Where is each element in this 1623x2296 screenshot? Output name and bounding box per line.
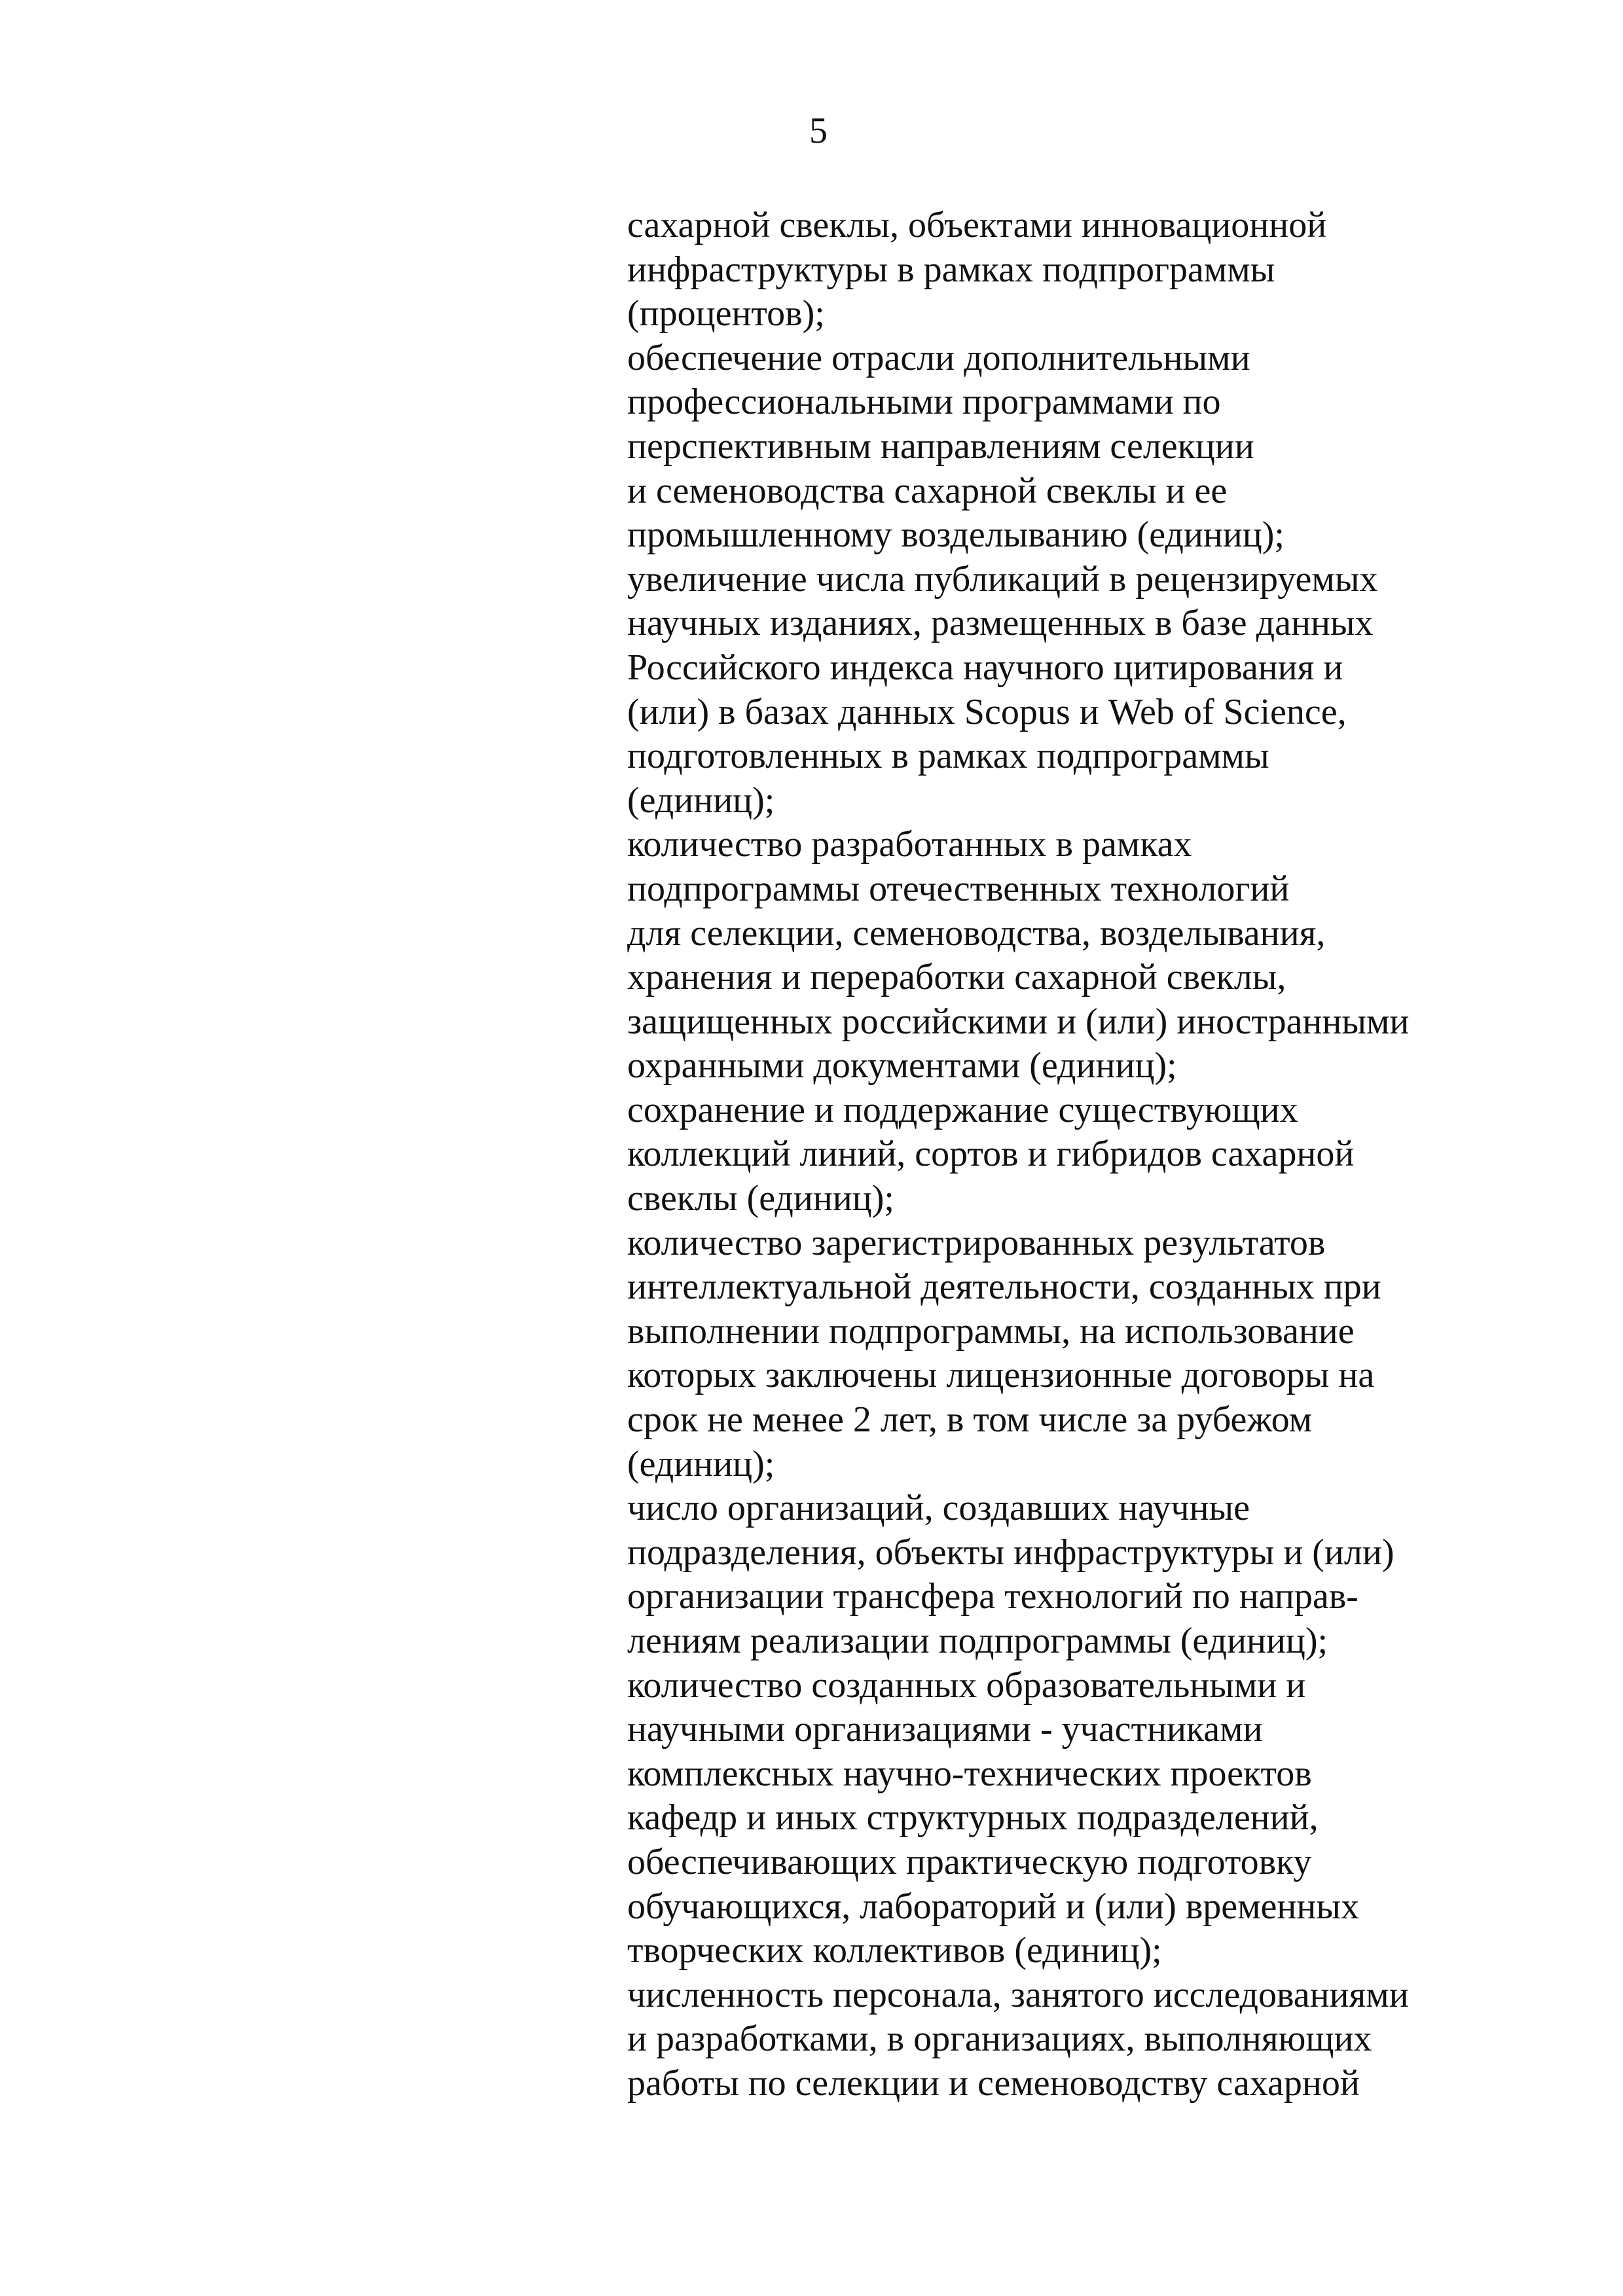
text-line: перспективным направлениям селекции: [627, 425, 1254, 467]
text-line: численность персонала, занятого исследованиями: [627, 1974, 1409, 2015]
text-line: обеспечивающих практическую подготовку: [627, 1841, 1312, 1882]
text-line: охранными документами (единиц);: [627, 1045, 1177, 1086]
text-line: интеллектуальной деятельности, созданных при: [627, 1266, 1381, 1308]
text-line: подпрограммы отечественных технологий: [627, 868, 1290, 909]
body-text: [627, 204, 1478, 2106]
text-line: свеклы (единиц);: [627, 1178, 894, 1219]
text-line: подготовленных в рамках подпрограммы: [627, 736, 1269, 777]
text-line: научных изданиях, размещенных в базе данных: [627, 603, 1374, 644]
text-line: (единиц);: [627, 780, 775, 821]
text-line: сохранение и поддержание существующих: [627, 1089, 1298, 1130]
page-number: 5: [809, 111, 828, 151]
text-line: научными организациями - участниками: [627, 1709, 1263, 1750]
text-line: количество разработанных в рамках: [627, 824, 1192, 865]
text-line: количество созданных образовательными и: [627, 1664, 1306, 1706]
text-line: лениям реализации подпрограммы (единиц);: [627, 1621, 1328, 1661]
text-line: комплексных научно-технических проектов: [627, 1753, 1312, 1794]
text-line: (единиц);: [627, 1443, 775, 1484]
text-line: (процентов);: [627, 293, 825, 334]
text-line: инфраструктуры в рамках подпрограммы: [627, 249, 1275, 290]
text-line: работы по селекции и семеноводству сахарной: [627, 2062, 1360, 2104]
text-line: Российского индекса научного цитирования и: [627, 647, 1343, 688]
text-line: которых заключены лицензионные договоры на: [627, 1355, 1375, 1396]
text-line: промышленному возделыванию (единиц);: [627, 514, 1285, 556]
text-line: обеспечение отрасли дополнительными: [627, 337, 1250, 378]
text-line: и семеноводства сахарной свеклы и ее: [627, 470, 1228, 511]
text-line: творческих коллективов (единиц);: [627, 1930, 1162, 1971]
text-line: число организаций, создавших научные: [627, 1488, 1250, 1529]
text-line: сахарной свеклы, объектами инновационной: [627, 205, 1327, 245]
text-line: профессиональными программами по: [627, 382, 1221, 423]
text-line: (или) в базах данных Scopus и Web of Science,: [627, 691, 1347, 732]
text-line: количество зарегистрированных результатов: [627, 1222, 1326, 1263]
text-line: выполнении подпрограммы, на использование: [627, 1310, 1355, 1352]
text-line: коллекций линий, сортов и гибридов сахарной: [627, 1134, 1355, 1175]
text-line: обучающихся, лабораторий и (или) временных: [627, 1886, 1359, 1927]
text-line: для селекции, семеноводства, возделывания,: [627, 912, 1326, 954]
text-line: подразделения, объекты инфраструктуры и (или): [627, 1532, 1395, 1573]
text-line: кафедр и иных структурных подразделений,: [627, 1797, 1319, 1839]
text-line: защищенных российскими и (или) иностранными: [627, 1001, 1410, 1042]
text-line: срок не менее 2 лет, в том числе за рубежом: [627, 1399, 1313, 1441]
text-line: увеличение числа публикаций в рецензируемых: [627, 558, 1378, 600]
text-line: и разработками, в организациях, выполняющих: [627, 2018, 1372, 2060]
text-line: хранения и переработки сахарной свеклы,: [627, 957, 1286, 998]
text-line: организации трансфера технологий по направ-: [627, 1576, 1359, 1617]
